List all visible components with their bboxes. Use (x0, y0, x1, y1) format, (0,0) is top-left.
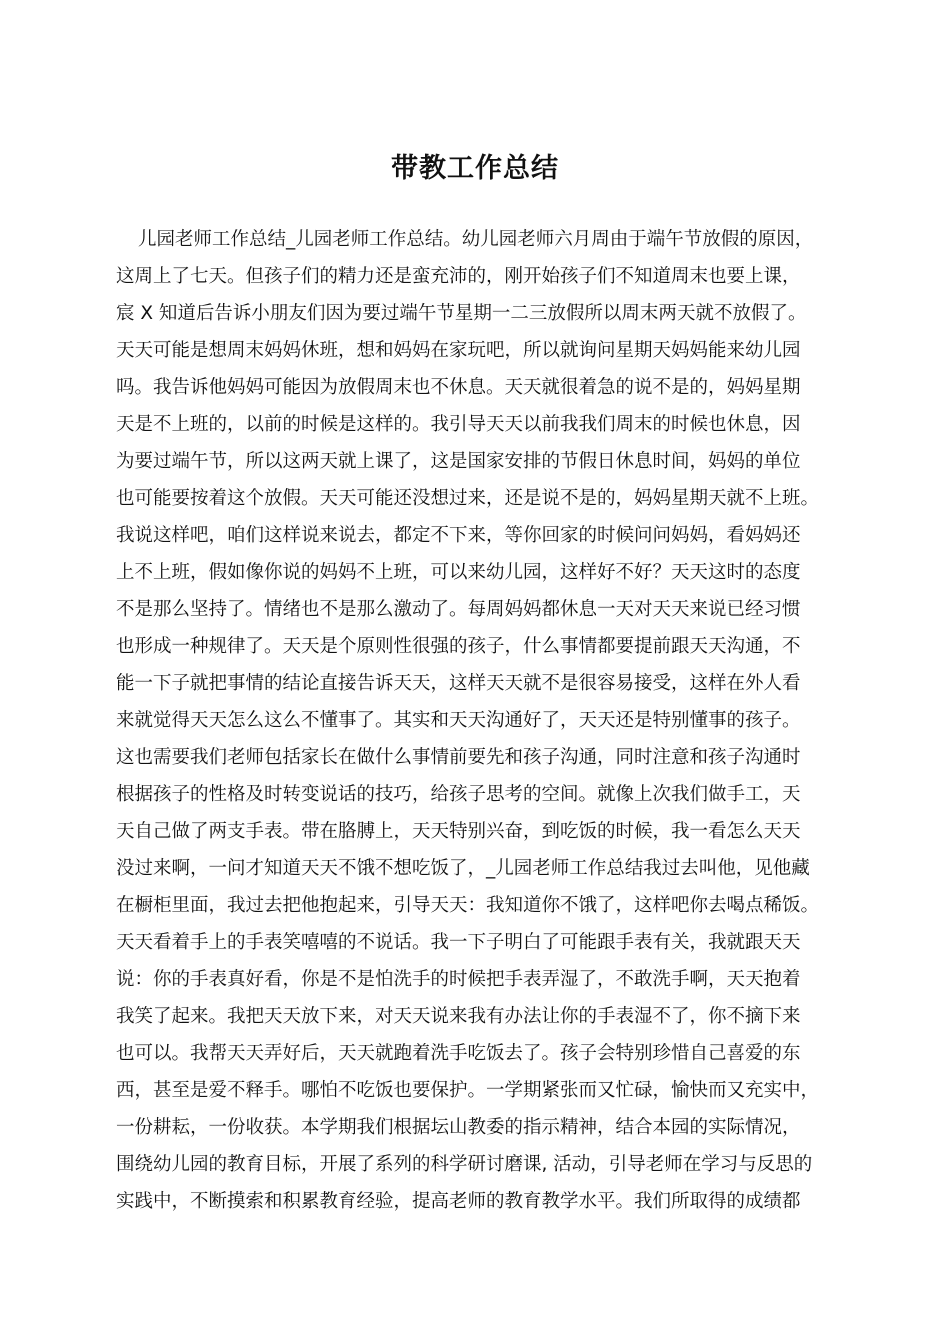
body-line: 天天可能是想周末妈妈休班，想和妈妈在家玩吧，所以就询问星期天妈妈能来幼儿园 (116, 340, 801, 361)
body-line: 这也需要我们老师包括家长在做什么事情前要先和孩子沟通，同时注意和孩子沟通时 (116, 747, 801, 768)
body-line: 也可能要按着这个放假。天天可能还没想过来，还是说不是的，妈妈星期天就不上班。 (116, 488, 820, 509)
body-line: 为要过端午节，所以这两天就上课了，这是国家安排的节假日休息时间，妈妈的单位 (116, 451, 801, 472)
body-line: 天是不上班的，以前的时候是这样的。我引导天天以前我我们周末的时候也休息，因 (116, 414, 801, 435)
body-line: 也形成一种规律了。天天是个原则性很强的孩子，什么事情都要提前跟天天沟通，不 (116, 636, 801, 657)
body-line: 也可以。我帮天天弄好后，天天就跑着洗手吃饭去了。孩子会特别珍惜自己喜爱的东 (116, 1043, 801, 1064)
body-line: 实践中，不断摸索和积累教育经验，提高老师的教育教学水平。我们所取得的成绩都 (116, 1191, 801, 1212)
body-line: 没过来啊，一问才知道天天不饿不想吃饭了，_儿园老师工作总结我过去叫他，见他藏 (116, 858, 810, 879)
body-line: 儿园老师工作总结_儿园老师工作总结。幼儿园老师六月周由于端午节放假的原因， (138, 229, 814, 250)
body-line: 能一下子就把事情的结论直接告诉天天，这样天天就不是很容易接受，这样在外人看 (116, 673, 801, 694)
body-line: 在橱柜里面，我过去把他抱起来，引导天天：我知道你不饿了，这样吧你去喝点稀饭。 (116, 895, 820, 916)
body-line: 天天看着手上的手表笑嘻嘻的不说话。我一下子明白了可能跟手表有关，我就跟天天 (116, 932, 801, 953)
body-line: 吗。我告诉他妈妈可能因为放假周末也不休息。天天就很着急的说不是的，妈妈星期 (116, 377, 801, 398)
body-line: 天自己做了两支手表。带在胳膊上，天天特别兴奋，到吃饭的时候，我一看怎么天天 (116, 821, 801, 842)
body-line: 西，甚至是爱不释手。哪怕不吃饭也要保护。一学期紧张而又忙碌，愉快而又充实中， (116, 1080, 820, 1101)
document-body (116, 221, 836, 1220)
body-line: 这周上了七天。但孩子们的精力还是蛮充沛的，刚开始孩子们不知道周末也要上课， (116, 266, 801, 287)
body-line: 不是那么坚持了。情绪也不是那么激动了。每周妈妈都休息一天对天天来说已经习惯 (116, 599, 801, 620)
body-line: 一份耕耘，一份收获。本学期我们根据坛山教委的指示精神，结合本园的实际情况， (116, 1117, 801, 1138)
body-line: 来就觉得天天怎么这么不懂事了。其实和天天沟通好了，天天还是特别懂事的孩子。 (116, 710, 801, 731)
body-line: 上不上班，假如像你说的妈妈不上班，可以来幼儿园，这样好不好？天天这时的态度 (116, 562, 801, 583)
body-line: 我笑了起来。我把天天放下来，对天天说来我有办法让你的手表湿不了，你不摘下来 (116, 1006, 801, 1027)
body-line: 我说这样吧，咱们这样说来说去，都定不下来，等你回家的时候问问妈妈，看妈妈还 (116, 525, 801, 546)
body-line: 宸 X 知道后告诉小朋友们因为要过端午节星期一二三放假所以周末两天就不放假了。 (116, 303, 807, 324)
body-line: 根据孩子的性格及时转变说话的技巧，给孩子思考的空间。就像上次我们做手工，天 (116, 784, 801, 805)
body-line: 围绕幼儿园的教育目标，开展了系列的科学研讨磨课, 活动，引导老师在学习与反思的 (116, 1154, 813, 1175)
document-title: 带教工作总结 (391, 153, 559, 185)
body-line: 说：你的手表真好看，你是不是怕洗手的时候把手表弄湿了，不敢洗手啊，天天抱着 (116, 969, 801, 990)
